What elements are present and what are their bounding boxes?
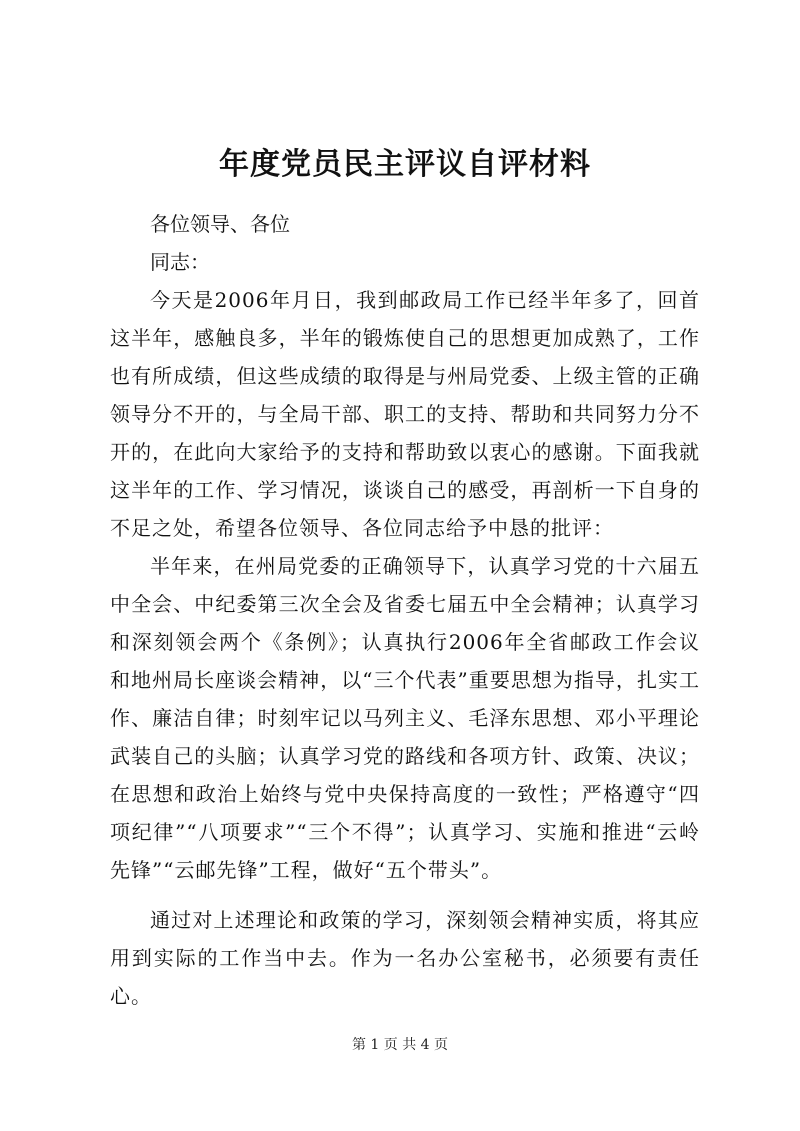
salutation-line-2: 同志： (150, 250, 210, 274)
page-title: 年度党员民主评议自评材料 (219, 147, 591, 182)
salutation-line-1: 各位领导、各位 (150, 212, 290, 236)
page-footer (0, 1035, 800, 1055)
body-paragraph-1: 今天是2006年月日，我到邮政局工作已经半年多了，回首这半年，感触良多，半年的锻炼使自己的思想更加成熟了，工作也有所成绩，但这些成绩的取得是与州局党委、上级主管的正确领导分不开的，与全局干部、职工的支持、帮助和共同努力分不开的，在此向大家给予的支持和帮助致以衷心的感谢。下面我就这半年的工作、学习情况，谈谈自己的感受，再剖析一下自身的不足之处，希望各位领导、各位同志给予中恳的批评： (110, 288, 700, 540)
page-number-indicator: 第 1 页 共 4 页 (351, 1037, 449, 1053)
body-paragraph-2: 半年来，在州局党委的正确领导下，认真学习党的十六届五中全会、中纪委第三次全会及省委七届五中全会精神；认真学习和深刻领会两个《条例》；认真执行2006年全省邮政工作会议和地州局长座谈会精神，以“三个代表”重要思想为指导，扎实工作、廉洁自律；时刻牢记以马列主义、毛泽东思想、邓小平理论武装自己的头脑；认真学习党的路线和各项方针、政策、决议；在思想和政治上始终与党中央保持高度的一致性；严格遵守“四项纪律”“八项要求”“三个不得”；认真学习、实施和推进“云岭先锋”“云邮先锋”工程，做好“五个带头”。 (110, 554, 700, 882)
body-paragraph-3: 通过对上述理论和政策的学习，深刻领会精神实质，将其应用到实际的工作当中去。作为一名办公室秘书，必须要有责任心。 (110, 908, 700, 1008)
